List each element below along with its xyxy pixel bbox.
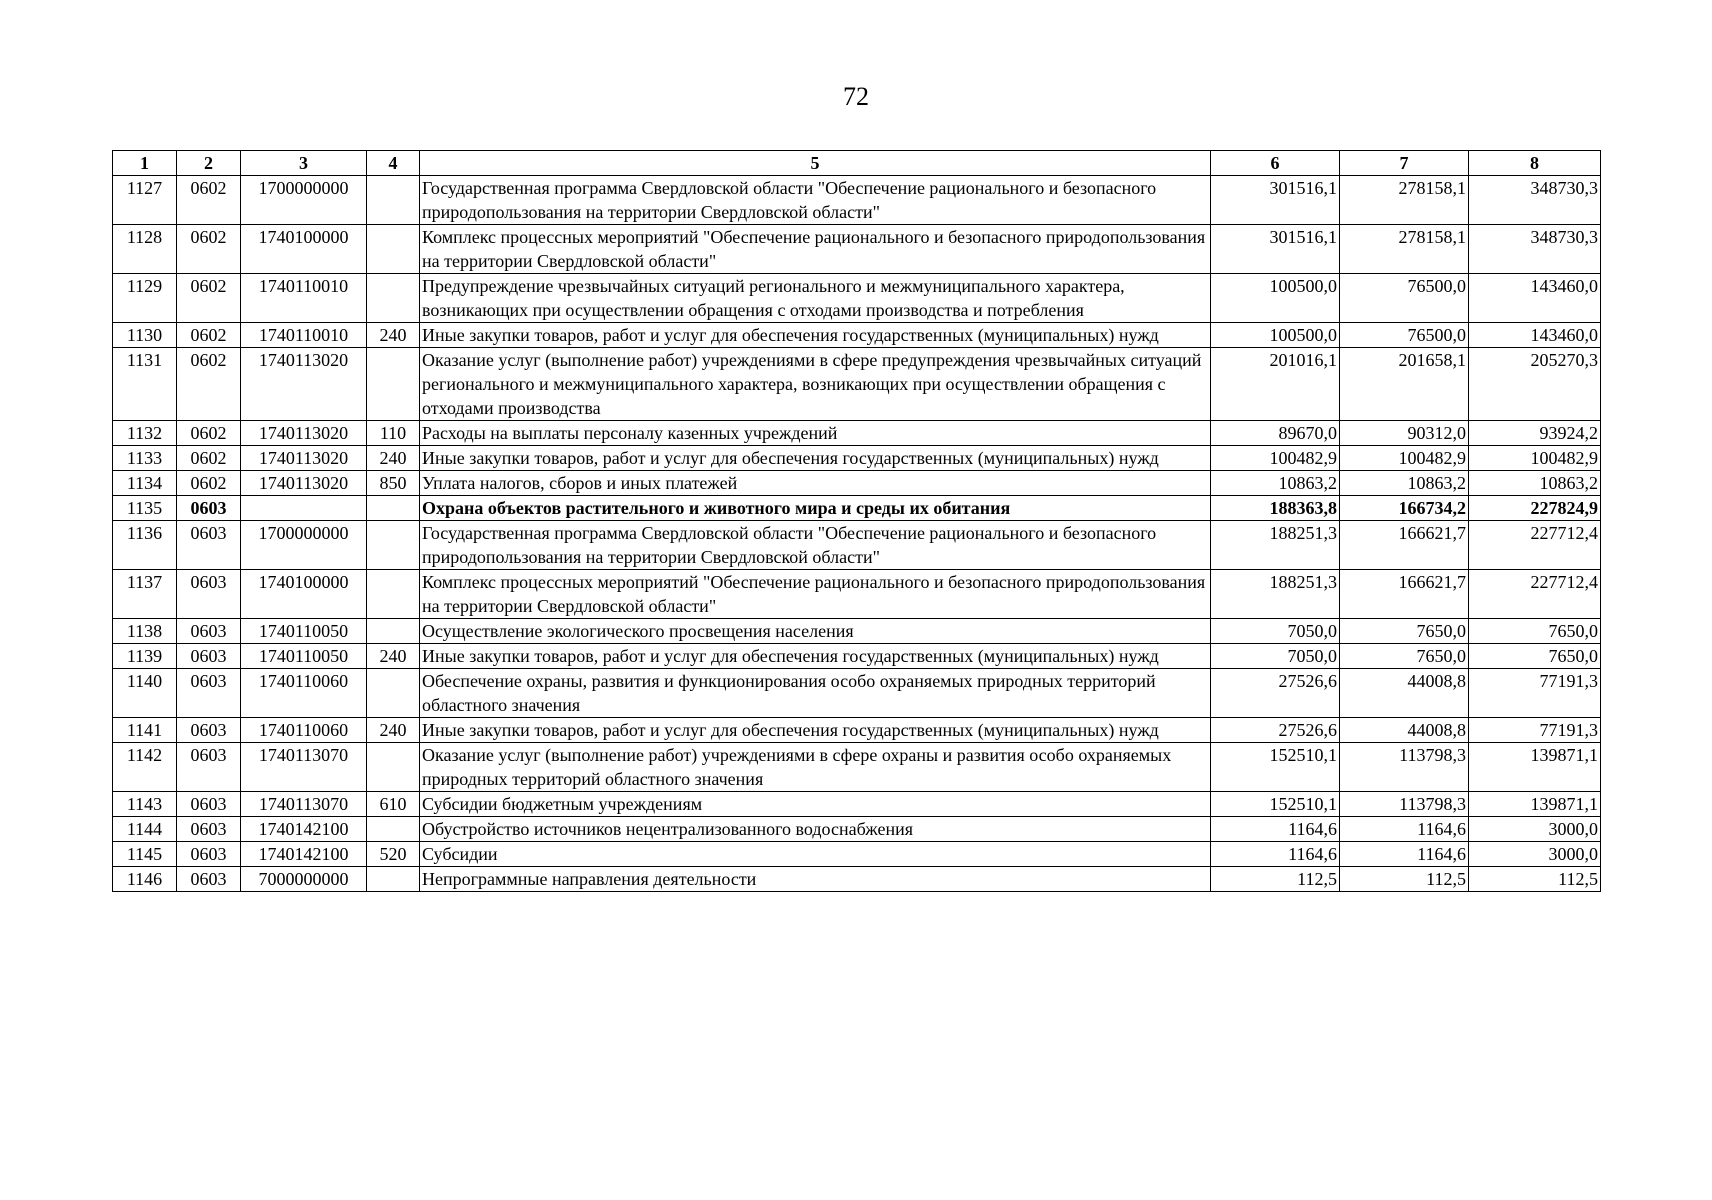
expense-type-cell [367,570,420,619]
amount-cell: 3000,0 [1469,842,1601,867]
amount-cell: 139871,1 [1469,743,1601,792]
row-number-cell: 1128 [113,225,177,274]
row-number-cell: 1136 [113,521,177,570]
section-code-cell: 0603 [177,669,241,718]
expense-type-cell [367,743,420,792]
column-header: 6 [1211,151,1340,176]
section-code-cell: 0602 [177,274,241,323]
budget-table [112,150,1601,892]
amount-cell: 44008,8 [1340,669,1469,718]
table-row [113,471,1601,496]
target-code-cell: 1740100000 [241,225,367,274]
amount-cell: 227712,4 [1469,521,1601,570]
target-code-cell: 1740113020 [241,446,367,471]
amount-cell: 227824,9 [1469,496,1601,521]
name-cell: Обеспечение охраны, развития и функционирования особо охраняемых природных территорий областного значения [420,669,1211,718]
amount-cell: 278158,1 [1340,225,1469,274]
column-header: 8 [1469,151,1601,176]
section-code-cell: 0603 [177,521,241,570]
row-number-cell: 1130 [113,323,177,348]
name-cell: Иные закупки товаров, работ и услуг для обеспечения государственных (муниципальных) нужд [420,323,1211,348]
table-row [113,743,1601,792]
amount-cell: 77191,3 [1469,718,1601,743]
target-code-cell: 1740110050 [241,619,367,644]
name-cell: Иные закупки товаров, работ и услуг для обеспечения государственных (муниципальных) нужд [420,446,1211,471]
section-code-cell: 0603 [177,718,241,743]
target-code-cell: 1740142100 [241,817,367,842]
section-code-cell: 0603 [177,619,241,644]
row-number-cell: 1135 [113,496,177,521]
amount-cell: 89670,0 [1211,421,1340,446]
amount-cell: 7050,0 [1211,644,1340,669]
row-number-cell: 1127 [113,176,177,225]
name-cell: Непрограммные направления деятельности [420,867,1211,892]
amount-cell: 201658,1 [1340,348,1469,421]
expense-type-cell [367,348,420,421]
target-code-cell: 1740113020 [241,348,367,421]
target-code-cell: 1740110060 [241,718,367,743]
expense-type-cell: 240 [367,446,420,471]
amount-cell: 44008,8 [1340,718,1469,743]
amount-cell: 166734,2 [1340,496,1469,521]
amount-cell: 301516,1 [1211,225,1340,274]
amount-cell: 348730,3 [1469,225,1601,274]
table-row [113,619,1601,644]
amount-cell: 7650,0 [1340,619,1469,644]
section-code-cell: 0603 [177,570,241,619]
section-code-cell: 0603 [177,496,241,521]
amount-cell: 301516,1 [1211,176,1340,225]
target-code-cell: 7000000000 [241,867,367,892]
expense-type-cell: 520 [367,842,420,867]
expense-type-cell [367,274,420,323]
amount-cell: 113798,3 [1340,743,1469,792]
expense-type-cell [367,521,420,570]
section-code-cell: 0603 [177,817,241,842]
amount-cell: 93924,2 [1469,421,1601,446]
amount-cell: 227712,4 [1469,570,1601,619]
table-row [113,496,1601,521]
amount-cell: 152510,1 [1211,743,1340,792]
table-row [113,842,1601,867]
expense-type-cell: 240 [367,644,420,669]
target-code-cell: 1700000000 [241,521,367,570]
table-row [113,817,1601,842]
amount-cell: 112,5 [1211,867,1340,892]
table-row [113,521,1601,570]
row-number-cell: 1129 [113,274,177,323]
target-code-cell: 1740100000 [241,570,367,619]
row-number-cell: 1140 [113,669,177,718]
section-code-cell: 0603 [177,842,241,867]
name-cell: Комплекс процессных мероприятий "Обеспечение рационального и безопасного природопользования на территории Свердловской области" [420,225,1211,274]
row-number-cell: 1141 [113,718,177,743]
row-number-cell: 1146 [113,867,177,892]
amount-cell: 139871,1 [1469,792,1601,817]
amount-cell: 100500,0 [1211,274,1340,323]
target-code-cell: 1700000000 [241,176,367,225]
section-code-cell: 0603 [177,867,241,892]
expense-type-cell [367,867,420,892]
amount-cell: 1164,6 [1340,842,1469,867]
amount-cell: 7650,0 [1469,619,1601,644]
expense-type-cell: 110 [367,421,420,446]
target-code-cell: 1740110060 [241,669,367,718]
amount-cell: 100482,9 [1469,446,1601,471]
column-header: 5 [420,151,1211,176]
amount-cell: 1164,6 [1211,842,1340,867]
table-row [113,792,1601,817]
target-code-cell: 1740110010 [241,274,367,323]
row-number-cell: 1139 [113,644,177,669]
amount-cell: 7050,0 [1211,619,1340,644]
expense-type-cell: 240 [367,718,420,743]
table-row [113,570,1601,619]
name-cell: Оказание услуг (выполнение работ) учреждениями в сфере предупреждения чрезвычайных ситуаций регионального и межмуниципального характера, возникающих при осуществлении обращения с отходами производства [420,348,1211,421]
section-code-cell: 0602 [177,446,241,471]
amount-cell: 90312,0 [1340,421,1469,446]
row-number-cell: 1131 [113,348,177,421]
section-code-cell: 0603 [177,644,241,669]
expense-type-cell: 850 [367,471,420,496]
table-row [113,225,1601,274]
table-row [113,274,1601,323]
section-code-cell: 0602 [177,471,241,496]
target-code-cell: 1740110050 [241,644,367,669]
table-row [113,348,1601,421]
row-number-cell: 1138 [113,619,177,644]
table-row [113,718,1601,743]
table-row [113,669,1601,718]
section-code-cell: 0602 [177,323,241,348]
amount-cell: 27526,6 [1211,669,1340,718]
table-body [113,176,1601,892]
table-row [113,867,1601,892]
amount-cell: 152510,1 [1211,792,1340,817]
section-code-cell: 0602 [177,421,241,446]
row-number-cell: 1143 [113,792,177,817]
expense-type-cell [367,619,420,644]
name-cell: Предупреждение чрезвычайных ситуаций регионального и межмуниципального характера, возникающих при осуществлении обращения с отходами производства и потребления [420,274,1211,323]
amount-cell: 10863,2 [1469,471,1601,496]
amount-cell: 348730,3 [1469,176,1601,225]
section-code-cell: 0602 [177,348,241,421]
amount-cell: 112,5 [1340,867,1469,892]
amount-cell: 188251,3 [1211,570,1340,619]
name-cell: Уплата налогов, сборов и иных платежей [420,471,1211,496]
column-header: 3 [241,151,367,176]
name-cell: Государственная программа Свердловской области "Обеспечение рационального и безопасного природопользования на территории Свердловской области" [420,521,1211,570]
name-cell: Иные закупки товаров, работ и услуг для обеспечения государственных (муниципальных) нужд [420,718,1211,743]
name-cell: Охрана объектов растительного и животного мира и среды их обитания [420,496,1211,521]
name-cell: Субсидии бюджетным учреждениям [420,792,1211,817]
amount-cell: 1164,6 [1340,817,1469,842]
expense-type-cell: 610 [367,792,420,817]
amount-cell: 188363,8 [1211,496,1340,521]
amount-cell: 143460,0 [1469,274,1601,323]
amount-cell: 188251,3 [1211,521,1340,570]
row-number-cell: 1137 [113,570,177,619]
amount-cell: 100500,0 [1211,323,1340,348]
target-code-cell: 1740113020 [241,471,367,496]
amount-cell: 1164,6 [1211,817,1340,842]
row-number-cell: 1134 [113,471,177,496]
amount-cell: 100482,9 [1211,446,1340,471]
target-code-cell: 1740113020 [241,421,367,446]
row-number-cell: 1144 [113,817,177,842]
amount-cell: 76500,0 [1340,274,1469,323]
name-cell: Комплекс процессных мероприятий "Обеспечение рационального и безопасного природопользования на территории Свердловской области" [420,570,1211,619]
expense-type-cell: 240 [367,323,420,348]
section-code-cell: 0602 [177,225,241,274]
amount-cell: 143460,0 [1469,323,1601,348]
amount-cell: 7650,0 [1340,644,1469,669]
target-code-cell: 1740110010 [241,323,367,348]
amount-cell: 113798,3 [1340,792,1469,817]
target-code-cell [241,496,367,521]
amount-cell: 76500,0 [1340,323,1469,348]
table-row [113,446,1601,471]
expense-type-cell [367,817,420,842]
name-cell: Обустройство источников нецентрализованного водоснабжения [420,817,1211,842]
expense-type-cell [367,496,420,521]
amount-cell: 7650,0 [1469,644,1601,669]
amount-cell: 205270,3 [1469,348,1601,421]
table-row [113,644,1601,669]
row-number-cell: 1133 [113,446,177,471]
column-header: 1 [113,151,177,176]
section-code-cell: 0602 [177,176,241,225]
amount-cell: 100482,9 [1340,446,1469,471]
target-code-cell: 1740113070 [241,743,367,792]
column-header: 4 [367,151,420,176]
table-row [113,176,1601,225]
name-cell: Расходы на выплаты персоналу казенных учреждений [420,421,1211,446]
amount-cell: 10863,2 [1211,471,1340,496]
amount-cell: 3000,0 [1469,817,1601,842]
amount-cell: 77191,3 [1469,669,1601,718]
name-cell: Государственная программа Свердловской области "Обеспечение рационального и безопасного природопользования на территории Свердловской области" [420,176,1211,225]
amount-cell: 166621,7 [1340,521,1469,570]
page-number: 72 [843,82,869,111]
section-code-cell: 0603 [177,743,241,792]
amount-cell: 10863,2 [1340,471,1469,496]
amount-cell: 278158,1 [1340,176,1469,225]
header-row [113,151,1601,176]
amount-cell: 166621,7 [1340,570,1469,619]
expense-type-cell [367,225,420,274]
name-cell: Субсидии [420,842,1211,867]
expense-type-cell [367,669,420,718]
name-cell: Осуществление экологического просвещения населения [420,619,1211,644]
expense-type-cell [367,176,420,225]
column-header: 7 [1340,151,1469,176]
amount-cell: 201016,1 [1211,348,1340,421]
column-header: 2 [177,151,241,176]
row-number-cell: 1142 [113,743,177,792]
table-row [113,323,1601,348]
row-number-cell: 1145 [113,842,177,867]
name-cell: Иные закупки товаров, работ и услуг для обеспечения государственных (муниципальных) нужд [420,644,1211,669]
target-code-cell: 1740113070 [241,792,367,817]
amount-cell: 112,5 [1469,867,1601,892]
table-row [113,421,1601,446]
name-cell: Оказание услуг (выполнение работ) учреждениями в сфере охраны и развития особо охраняемых природных территорий областного значения [420,743,1211,792]
target-code-cell: 1740142100 [241,842,367,867]
amount-cell: 27526,6 [1211,718,1340,743]
section-code-cell: 0603 [177,792,241,817]
row-number-cell: 1132 [113,421,177,446]
